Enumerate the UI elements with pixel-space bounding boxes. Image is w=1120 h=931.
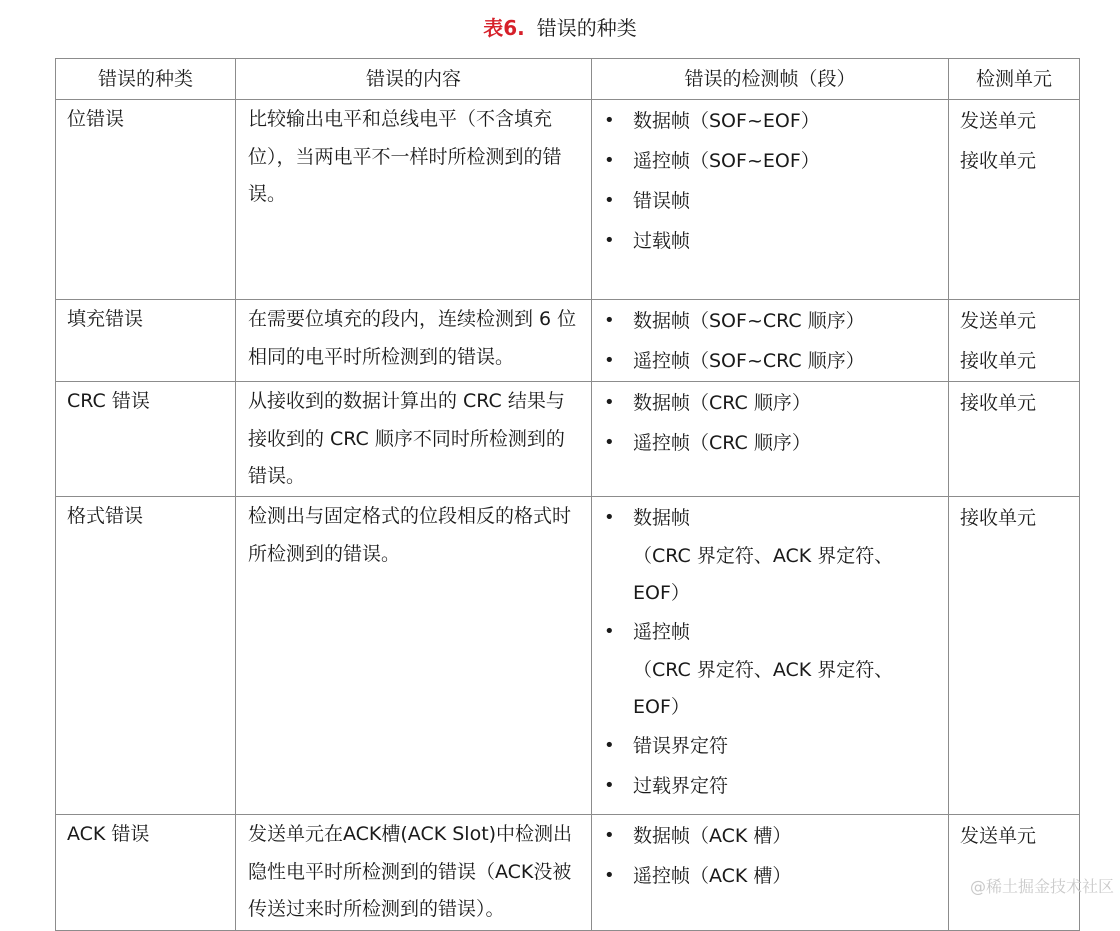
header-error-type: 错误的种类 <box>56 59 236 100</box>
watermark: @稀土掘金技术社区 <box>969 877 1114 896</box>
frame-list-item <box>602 101 938 141</box>
error-types-table <box>55 58 1080 931</box>
frame-name: 数据帧（SOF~CRC 顺序） <box>633 310 865 332</box>
table-row <box>56 815 1080 931</box>
frame-list <box>602 498 938 806</box>
cell-detection-unit <box>949 382 1080 497</box>
frame-name: 数据帧（SOF~EOF） <box>633 110 820 132</box>
frame-name: 错误帧 <box>633 190 691 212</box>
detection-unit: 发送单元 <box>960 110 1037 132</box>
frame-name: 数据帧（CRC 顺序） <box>633 392 811 414</box>
header-error-content: 错误的内容 <box>236 59 592 100</box>
table-row <box>56 497 1080 815</box>
table-row <box>56 300 1080 382</box>
frame-list <box>602 301 938 381</box>
frame-list-item <box>602 612 938 726</box>
frame-list <box>602 383 938 463</box>
frame-name: 过载帧 <box>633 230 691 252</box>
cell-error-content: 发送单元在ACK槽(ACK Slot)中检测出隐性电平时所检测到的错误（ACK没被传送过来时所检测到的错误）。 <box>236 815 592 931</box>
frame-detail: EOF） <box>633 696 690 718</box>
detection-unit: 接收单元 <box>960 507 1037 529</box>
frame-list-item <box>602 301 938 341</box>
header-detection-unit: 检测单元 <box>949 59 1080 100</box>
frame-list-item <box>602 816 938 856</box>
cell-error-content: 从接收到的数据计算出的 CRC 结果与接收到的 CRC 顺序不同时所检测到的错误。 <box>236 382 592 497</box>
cell-error-type: 位错误 <box>56 100 236 300</box>
frame-name: 数据帧（ACK 槽） <box>633 825 792 847</box>
cell-error-type: 格式错误 <box>56 497 236 815</box>
cell-detection-frames <box>592 300 949 382</box>
detection-unit: 接收单元 <box>960 150 1037 172</box>
frame-list-item <box>602 141 938 181</box>
cell-detection-frames <box>592 100 949 300</box>
cell-error-content: 在需要位填充的段内，连续检测到 6 位相同的电平时所检测到的错误。 <box>236 300 592 382</box>
frame-name: 遥控帧 <box>633 621 691 643</box>
frame-detail: （CRC 界定符、ACK 界定符、 <box>633 659 894 681</box>
cell-detection-unit <box>949 300 1080 382</box>
frame-list-item <box>602 341 938 381</box>
frame-list-item <box>602 766 938 806</box>
frame-name: 遥控帧（SOF~EOF） <box>633 150 820 172</box>
frame-list <box>602 101 938 261</box>
cell-detection-unit <box>949 815 1080 931</box>
cell-error-content: 比较输出电平和总线电平（不含填充位），当两电平不一样时所检测到的错误。 <box>236 100 592 300</box>
cell-detection-frames <box>592 497 949 815</box>
frame-name: 遥控帧（ACK 槽） <box>633 865 792 887</box>
cell-error-content: 检测出与固定格式的位段相反的格式时所检测到的错误。 <box>236 497 592 815</box>
detection-unit: 发送单元 <box>960 825 1037 847</box>
frame-list-item <box>602 383 938 423</box>
table-caption <box>0 13 1120 43</box>
table-header-row <box>56 59 1080 100</box>
cell-detection-unit <box>949 497 1080 815</box>
table-row <box>56 100 1080 300</box>
frame-list-item <box>602 221 938 261</box>
frame-name: 过载界定符 <box>633 775 729 797</box>
frame-detail: EOF） <box>633 582 690 604</box>
cell-error-type: CRC 错误 <box>56 382 236 497</box>
table-row <box>56 382 1080 497</box>
cell-detection-unit <box>949 100 1080 300</box>
frame-name: 遥控帧（SOF~CRC 顺序） <box>633 350 865 372</box>
cell-error-type: 填充错误 <box>56 300 236 382</box>
frame-name: 遥控帧（CRC 顺序） <box>633 432 811 454</box>
detection-unit: 发送单元 <box>960 310 1037 332</box>
frame-list-item <box>602 423 938 463</box>
cell-detection-frames <box>592 815 949 931</box>
detection-unit: 接收单元 <box>960 350 1037 372</box>
frame-list <box>602 816 938 896</box>
frame-list-item <box>602 856 938 896</box>
frame-list-item <box>602 726 938 766</box>
detection-unit: 接收单元 <box>960 392 1037 414</box>
header-detection-frame: 错误的检测帧（段） <box>592 59 949 100</box>
frame-name: 错误界定符 <box>633 735 729 757</box>
frame-detail: （CRC 界定符、ACK 界定符、 <box>633 545 894 567</box>
frame-list-item <box>602 181 938 221</box>
table-number: 表6. <box>483 16 525 40</box>
frame-list-item <box>602 498 938 612</box>
frame-name: 数据帧 <box>633 507 691 529</box>
table-title: 错误的种类 <box>536 16 637 40</box>
cell-error-type: ACK 错误 <box>56 815 236 931</box>
cell-detection-frames <box>592 382 949 497</box>
